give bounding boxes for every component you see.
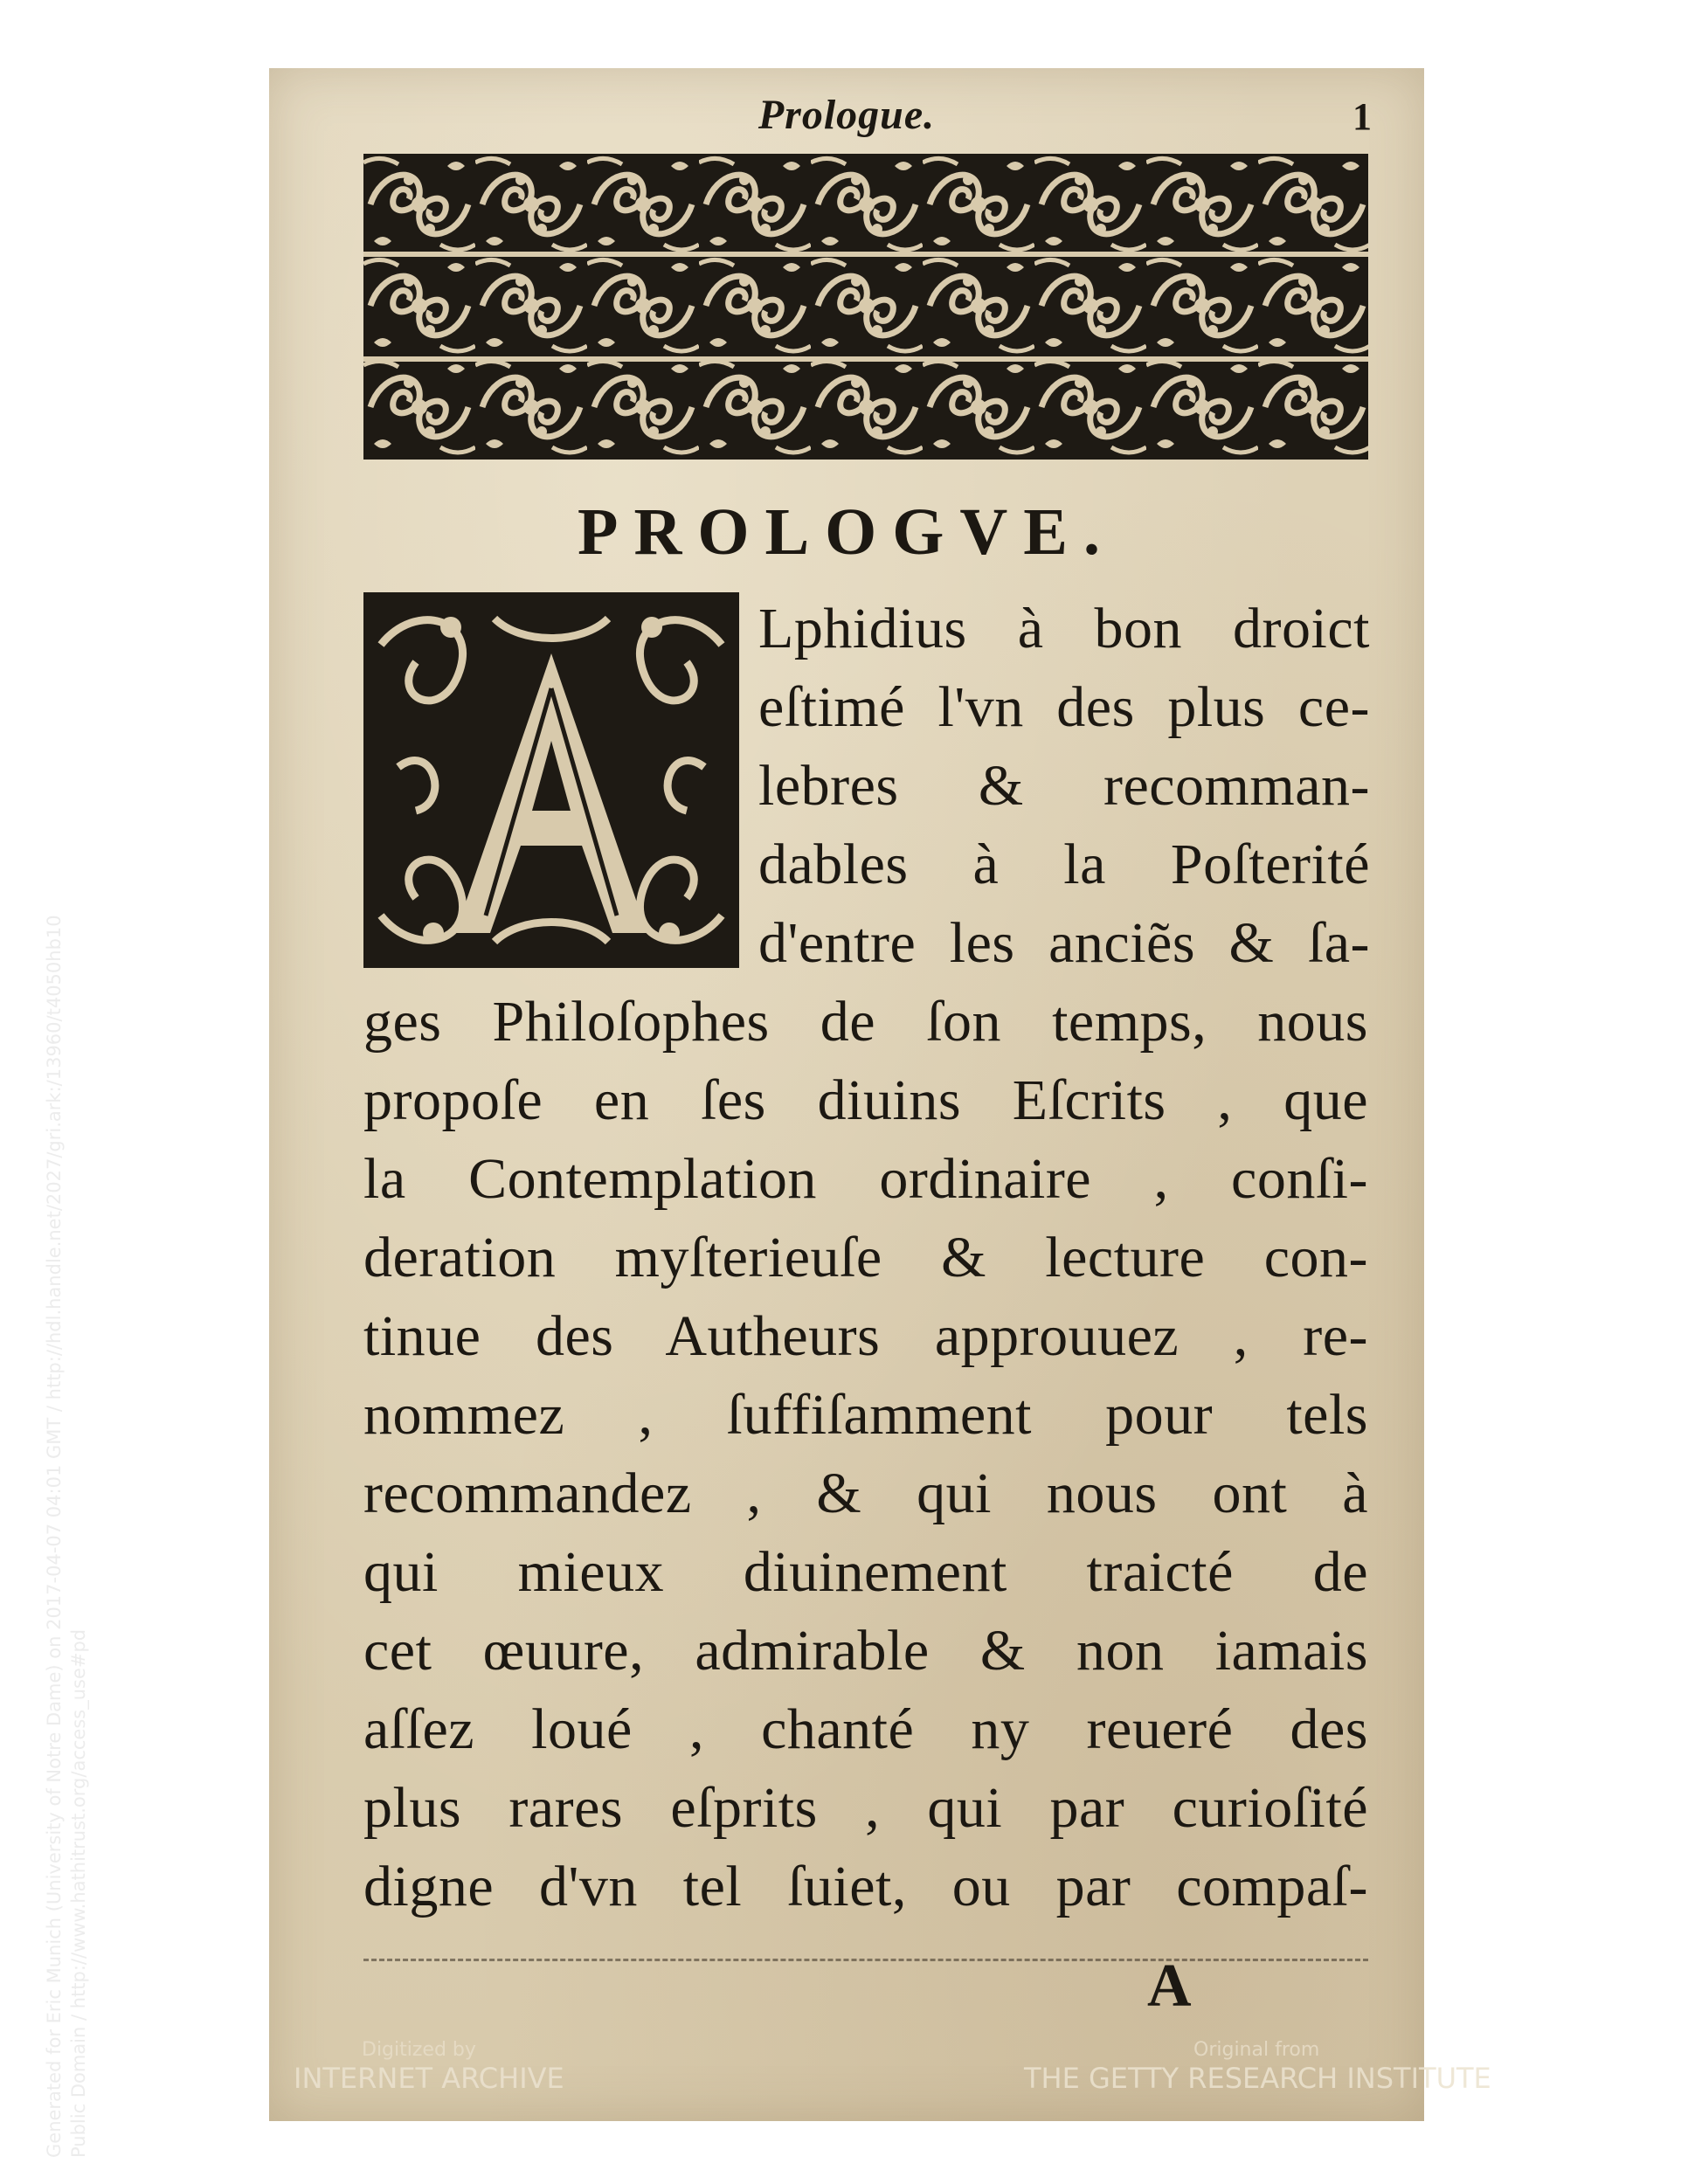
text-line: dables à la Poſterité	[758, 833, 1370, 896]
text-line: deration myſterieuſe & lecture con-	[363, 1226, 1368, 1289]
decorated-initial-a	[363, 592, 739, 968]
watermark-line-2: Public Domain / http://www.hathitrust.org/access_use#pd	[68, 1628, 89, 2158]
provenance-watermark	[42, 915, 91, 2158]
text-line: Lphidius à bon droict	[758, 597, 1370, 660]
text-line: digne d'vn tel ſuiet, ou par compaſ-	[363, 1855, 1368, 1918]
digitized-by-label: Digitized by	[362, 2039, 476, 2061]
text-line: plus rares eſprits , qui par curioſité	[363, 1776, 1368, 1840]
internet-archive-label: INTERNET ARCHIVE	[294, 2062, 564, 2095]
scanned-page	[269, 68, 1491, 2121]
watermark-line-1: Generated for Eric Munich (University of Notre Dame) on 2017-04-07 04:01 GMT / http://hdl.handle.net/2027/gri.ark:/13960/t4050hb10	[44, 915, 65, 2158]
text-line: cet œuure, admirable & non iamais	[363, 1619, 1368, 1683]
text-line: eſtimé l'vn des plus ce-	[758, 675, 1370, 739]
text-line: d'entre les anciẽs & ſa-	[758, 911, 1370, 975]
text-line: tinue des Autheurs approuuez , re-	[363, 1304, 1368, 1368]
folio-number: 1	[1352, 95, 1372, 138]
text-line: nommez , ſuffiſamment pour tels	[363, 1383, 1368, 1447]
getty-label: THE GETTY RESEARCH INSTITUTE	[1024, 2062, 1491, 2095]
text-line: propoſe en ſes diuins Eſcrits , que	[363, 1068, 1368, 1132]
text-line: ges Philoſophes de ſon temps, nous	[363, 990, 1368, 1054]
text-line: la Contemplation ordinaire , conſi-	[363, 1147, 1368, 1211]
text-line: recommandez , & qui nous ont à	[363, 1462, 1368, 1525]
running-head: Prologue.	[758, 92, 936, 138]
text-line: qui mieux diuinement traicté de	[363, 1540, 1368, 1604]
signature-mark: A	[1147, 1952, 1192, 2020]
text-line: aſſez loué , chanté ny reueré des	[363, 1697, 1368, 1761]
text-line: lebres & recomman-	[758, 754, 1370, 818]
bottom-rule	[363, 1959, 1368, 1961]
ornamental-band	[363, 154, 1368, 460]
original-from-label: Original from	[1193, 2039, 1320, 2061]
chapter-title: PROLOGVE.	[578, 495, 1116, 569]
